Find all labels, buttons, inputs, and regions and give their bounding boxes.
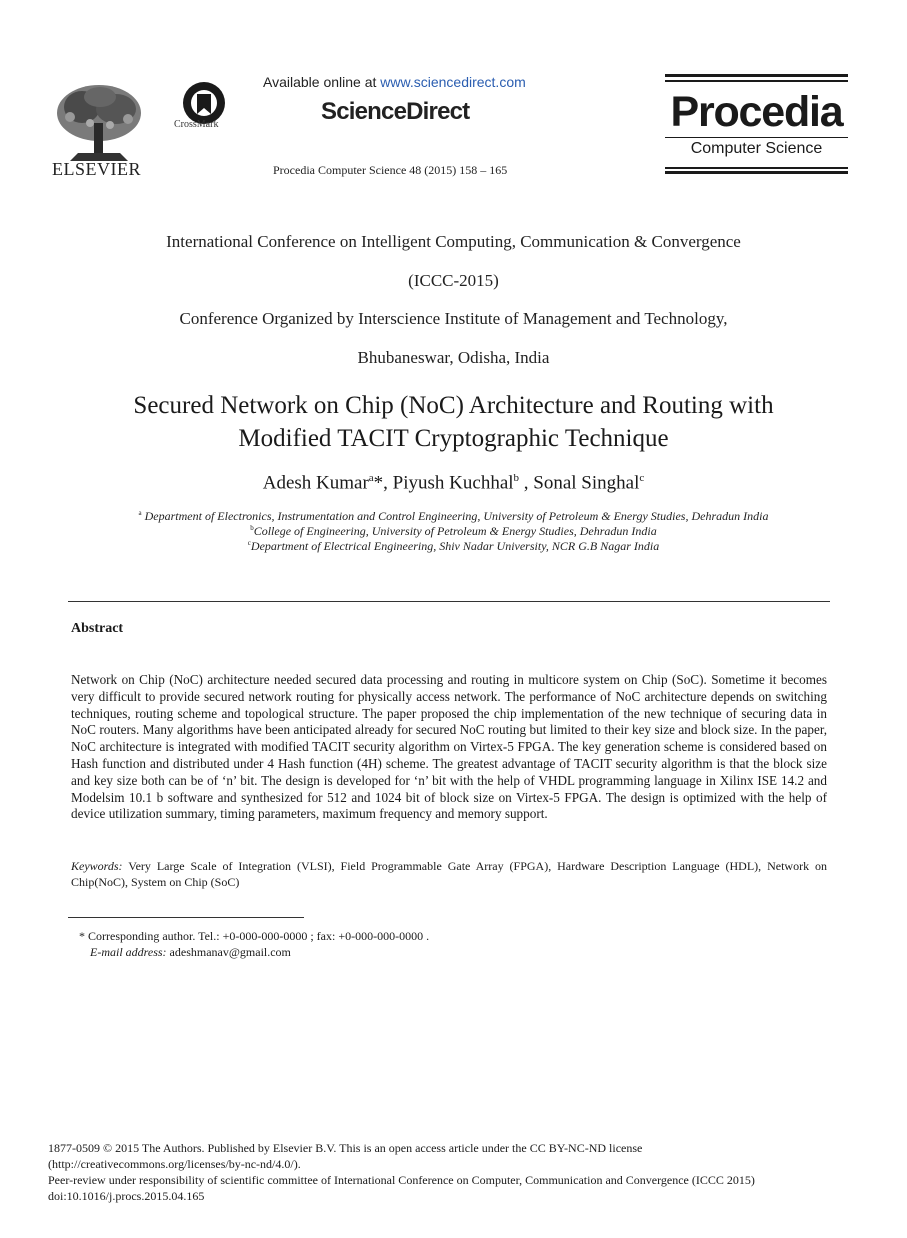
author-name: Sonal Singhal [533,472,640,494]
elsevier-wordmark: ELSEVIER [52,159,141,179]
keywords-label: Keywords: [71,859,123,873]
procedia-logo [665,74,848,174]
affiliation [0,539,907,554]
footnote-divider [68,917,304,918]
paper-title-line-2: Modified TACIT Cryptographic Technique [238,425,669,452]
procedia-bottom-rule-2 [665,171,848,174]
paper-title [0,389,907,455]
procedia-title: Procedia [670,88,843,136]
corresponding-mark: * [373,472,384,494]
author-list: Adesh Kumar$^a$*, Piyush Kuchhal$^b$ , Sonal Singhal$^c$ [262,472,645,494]
sciencedirect-link[interactable]: www.sciencedirect.com [380,74,526,90]
procedia-mid-rule [665,137,848,138]
procedia-top-rule [665,74,848,77]
author-name: Adesh Kumar [262,472,369,494]
available-online [263,74,526,90]
conference-location: Bhubaneswar, Odisha, India [357,348,550,367]
author-name: Piyush Kuchhal [392,472,514,494]
conference-organizer: Conference Organized by Interscience Institute of Management and Technology, [179,309,728,328]
email-label: E-mail address: [90,945,167,959]
email-address[interactable]: adeshmanav@gmail.com [166,945,291,959]
journal-reference: Procedia Computer Science 48 (2015) 158 – 165 [273,163,508,177]
affiliation-mark: a [138,509,142,517]
procedia-bottom-rule [665,167,848,169]
email-note [90,944,291,960]
conference-acronym: (ICCC-2015) [408,271,499,290]
abstract-text: Network on Chip (NoC) architecture needed secured data processing and routing in multicore system on Chip (SoC). Sometime it becomes very difficult to provide secured network routing for physically access network. The performance of NoC architecture depends on switching techniques, routing scheme and topological structure. The paper proposed the chip implementation of the new technique of securing data in NoC routers. Many algorithms have been anticipated already for secured NoC routing but limited to their key size and block size. In the paper, NoC architecture is integrated with modified TACIT security algorithm on Virtex-5 FPGA. The key generation scheme is considered based on Hash function and distributed under 4 Hash function (4H) scheme. The greatest advantage of TACIT security algorithm is that the block size and key size both can be of ‘n’ bit. The design is developed for ‘n’ bit with the help of VHDL programming language in Xilinx ISE 14.2 and Modelsim 10.1 b software and synthesized for 512 and 1024 bit of block size on Virtex-5 FPGA. The design is optimized with the help of device utilization summary, timing parameters, maximum frequency and memory support. [71,672,827,822]
conference-name: International Conference on Intelligent Computing, Communication & Convergence [166,232,741,251]
corresponding-author-note: * Corresponding author. Tel.: +0-000-000-0000 ; fax: +0-000-000-0000 . [79,929,430,943]
author-affiliation-mark: b [513,472,520,484]
author-affiliation-mark: c [639,472,645,484]
procedia-top-rule-2 [665,80,848,82]
copyright-line: 1877-0509 © 2015 The Authors. Published by Elsevier B.V. This is an open access article under the CC BY-NC-ND license [48,1141,643,1155]
affiliation-mark: b [250,524,254,532]
affiliation [0,524,907,539]
affiliation [0,509,907,524]
peer-review-line: Peer-review under responsibility of scientific committee of International Conference on Computer, Communication and Convergence (ICCC 2015) [48,1173,755,1187]
license-link[interactable]: (http://creativecommons.org/licenses/by-nc-nd/4.0/). [48,1157,301,1171]
affiliation-text: College of Engineering, University of Petroleum & Energy Studies, Dehradun India [253,524,657,538]
affiliation-text: Department of Electronics, Instrumentation and Control Engineering, University of Petroleum & Energy Studies, Dehradun India [144,509,769,523]
procedia-subtitle: Computer Science [690,140,823,157]
author-affiliation-mark: a [368,472,374,484]
copyright-block [48,1140,848,1204]
crossmark-label: CrossMark [174,119,219,130]
keywords [71,858,827,890]
doi-line[interactable]: doi:10.1016/j.procs.2015.04.165 [48,1189,205,1203]
paper-title-line-1: Secured Network on Chip (NoC) Architecture and Routing with [133,392,774,419]
keywords-text: Very Large Scale of Integration (VLSI), Field Programmable Gate Array (FPGA), Hardware Description Language (HDL), Network on Chip(NoC), System on Chip (SoC) [71,859,827,889]
affiliation-text: Department of Electrical Engineering, Shiv Nadar University, NCR G.B Nagar India [250,539,660,553]
header-divider [68,601,830,602]
abstract-heading: Abstract [71,621,124,636]
available-online-text: Available online at [263,74,381,90]
sciencedirect-brand: ScienceDirect [321,98,470,125]
affiliation-mark: c [247,539,251,547]
